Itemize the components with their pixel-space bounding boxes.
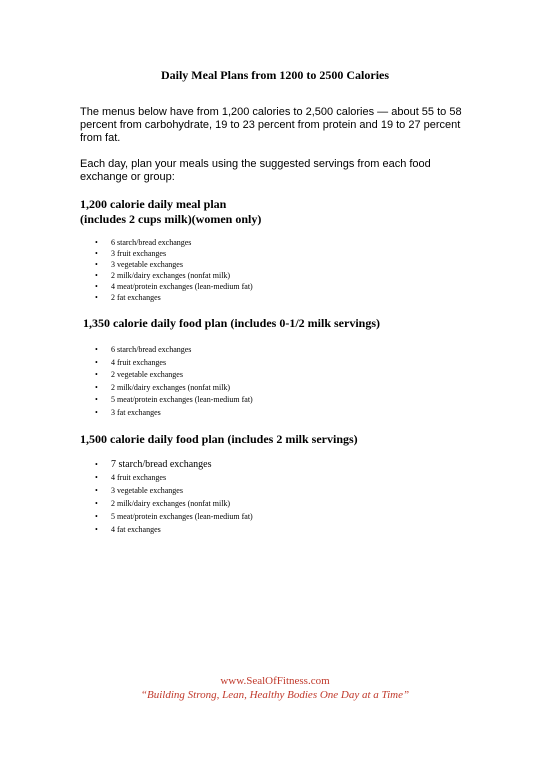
bullet-icon: • — [95, 407, 98, 417]
list-item-label: 3 fruit exchanges — [111, 249, 167, 258]
list-item-label: 2 fat exchanges — [111, 293, 161, 302]
list-item-label: 3 vegetable exchanges — [111, 486, 183, 495]
plan-1200-heading — [80, 197, 261, 227]
bullet-icon: • — [95, 282, 98, 291]
list-item — [95, 259, 253, 270]
intro-paragraph: The menus below have from 1,200 calories to 2,500 calories — about 55 to 58 percent from carbohydrate, 19 to 23 percent from protein and 19 to 27 percent from fat. — [80, 106, 462, 144]
bullet-icon: • — [95, 238, 98, 247]
bullet-icon: • — [95, 512, 98, 521]
list-item-label: 4 meat/protein exchanges (lean-medium fat) — [111, 282, 253, 291]
list-item-label: 2 vegetable exchanges — [111, 370, 183, 379]
bullet-icon: • — [95, 357, 98, 367]
list-item — [95, 471, 253, 484]
list-item — [95, 523, 253, 536]
bullet-icon: • — [95, 382, 98, 392]
list-item — [95, 497, 253, 510]
bullet-icon: • — [95, 260, 98, 269]
list-item-label: 6 starch/bread exchanges — [111, 238, 192, 247]
list-item — [95, 369, 253, 382]
list-item-label: 6 starch/bread exchanges — [111, 345, 192, 354]
list-item-label: 3 fat exchanges — [111, 407, 161, 417]
list-item — [95, 394, 253, 407]
plan-1200-heading-line1: 1,200 calorie daily meal plan — [80, 197, 227, 211]
bullet-icon: • — [95, 499, 98, 508]
bullet-icon: • — [95, 486, 98, 495]
list-item-label: 3 vegetable exchanges — [111, 260, 183, 269]
bullet-icon: • — [95, 293, 98, 302]
list-item-label: 4 fruit exchanges — [111, 473, 167, 482]
list-item — [95, 248, 253, 259]
list-item-label: 2 milk/dairy exchanges (nonfat milk) — [111, 271, 231, 280]
list-item-label: 7 starch/bread exchanges — [111, 459, 212, 470]
list-item — [95, 510, 253, 523]
list-item — [95, 357, 253, 370]
list-item — [95, 382, 253, 395]
list-item-label: 4 fruit exchanges — [111, 357, 167, 367]
plan-1200-heading-line2: (includes 2 cups milk)(women only) — [80, 212, 262, 226]
instructions-paragraph: Each day, plan your meals using the suggested servings from each food exchange or group: — [80, 158, 431, 183]
plan-1350-list — [95, 344, 253, 419]
footer-tagline: “Building Strong, Lean, Healthy Bodies One Day at a Time” — [140, 689, 410, 701]
bullet-icon: • — [95, 525, 98, 534]
plan-1500-heading: 1,500 calorie daily food plan (includes 2 milk servings) — [80, 432, 358, 446]
list-item-label: 2 milk/dairy exchanges (nonfat milk) — [111, 499, 231, 508]
list-item-label: 2 milk/dairy exchanges (nonfat milk) — [111, 382, 231, 392]
list-item — [95, 458, 253, 471]
plan-1350-heading: 1,350 calorie daily food plan (includes 0-1/2 milk servings) — [83, 316, 381, 330]
bullet-icon: • — [95, 473, 98, 482]
list-item — [95, 344, 253, 357]
bullet-icon: • — [95, 370, 98, 379]
list-item-label: 5 meat/protein exchanges (lean-medium fat) — [111, 395, 253, 404]
list-item-label: 5 meat/protein exchanges (lean-medium fat) — [111, 512, 253, 521]
plan-1200-list — [95, 237, 253, 303]
list-item — [95, 270, 253, 281]
bullet-icon: • — [95, 249, 98, 258]
list-item — [95, 407, 253, 420]
list-item — [95, 292, 253, 303]
bullet-icon: • — [95, 271, 98, 280]
footer-website[interactable]: www.SealOfFitness.com — [220, 675, 330, 687]
page-title: Daily Meal Plans from 1200 to 2500 Calories — [160, 68, 390, 82]
list-item-label: 4 fat exchanges — [111, 525, 161, 534]
list-item — [95, 281, 253, 292]
bullet-icon: • — [95, 460, 98, 469]
bullet-icon: • — [95, 345, 98, 354]
bullet-icon: • — [95, 395, 98, 404]
list-item — [95, 484, 253, 497]
list-item — [95, 237, 253, 248]
plan-1500-list — [95, 458, 253, 536]
